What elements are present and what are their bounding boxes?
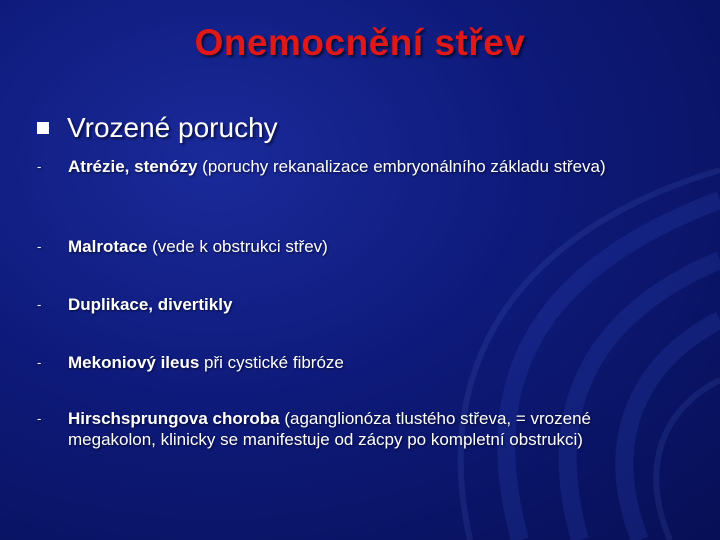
- list-item: [37, 294, 677, 315]
- list-item-term: Duplikace, divertikly: [68, 295, 233, 314]
- slide-title: Onemocnění střev: [194, 22, 526, 63]
- dash-bullet: -: [37, 355, 42, 370]
- list-item-text: [68, 352, 677, 373]
- dash-bullet: -: [37, 239, 42, 254]
- list-item-text: [68, 156, 677, 177]
- list-item: [37, 236, 677, 257]
- list-item: [37, 352, 677, 373]
- list-item-text: [68, 408, 677, 450]
- dash-bullet: -: [37, 411, 42, 426]
- section-heading: Vrozené poruchy: [67, 112, 278, 143]
- list-item-term: Hirschsprungova choroba: [68, 409, 280, 428]
- list-item-detail: (vede k obstrukci střev): [147, 237, 328, 256]
- list-item-detail: (poruchy rekanalizace embryonálního základu střeva): [197, 157, 606, 176]
- list-item: [37, 408, 677, 450]
- list-item-term: Malrotace: [68, 237, 148, 256]
- list-item: [37, 156, 677, 177]
- list-item-text: [68, 236, 677, 257]
- list-item-text: [68, 294, 677, 315]
- list-item-term: Mekoniový ileus: [68, 353, 200, 372]
- list-item-detail: (aganglionóza tlustého střeva, = vrozené megakolon, klinicky se manifestuje od zácpy po kompletní obstrukci): [68, 409, 591, 449]
- dash-bullet: -: [37, 159, 42, 174]
- dash-bullet: -: [37, 297, 42, 312]
- list-item-detail: při cystické fibróze: [199, 353, 344, 372]
- list-item-term: Atrézie, stenózy: [68, 157, 198, 176]
